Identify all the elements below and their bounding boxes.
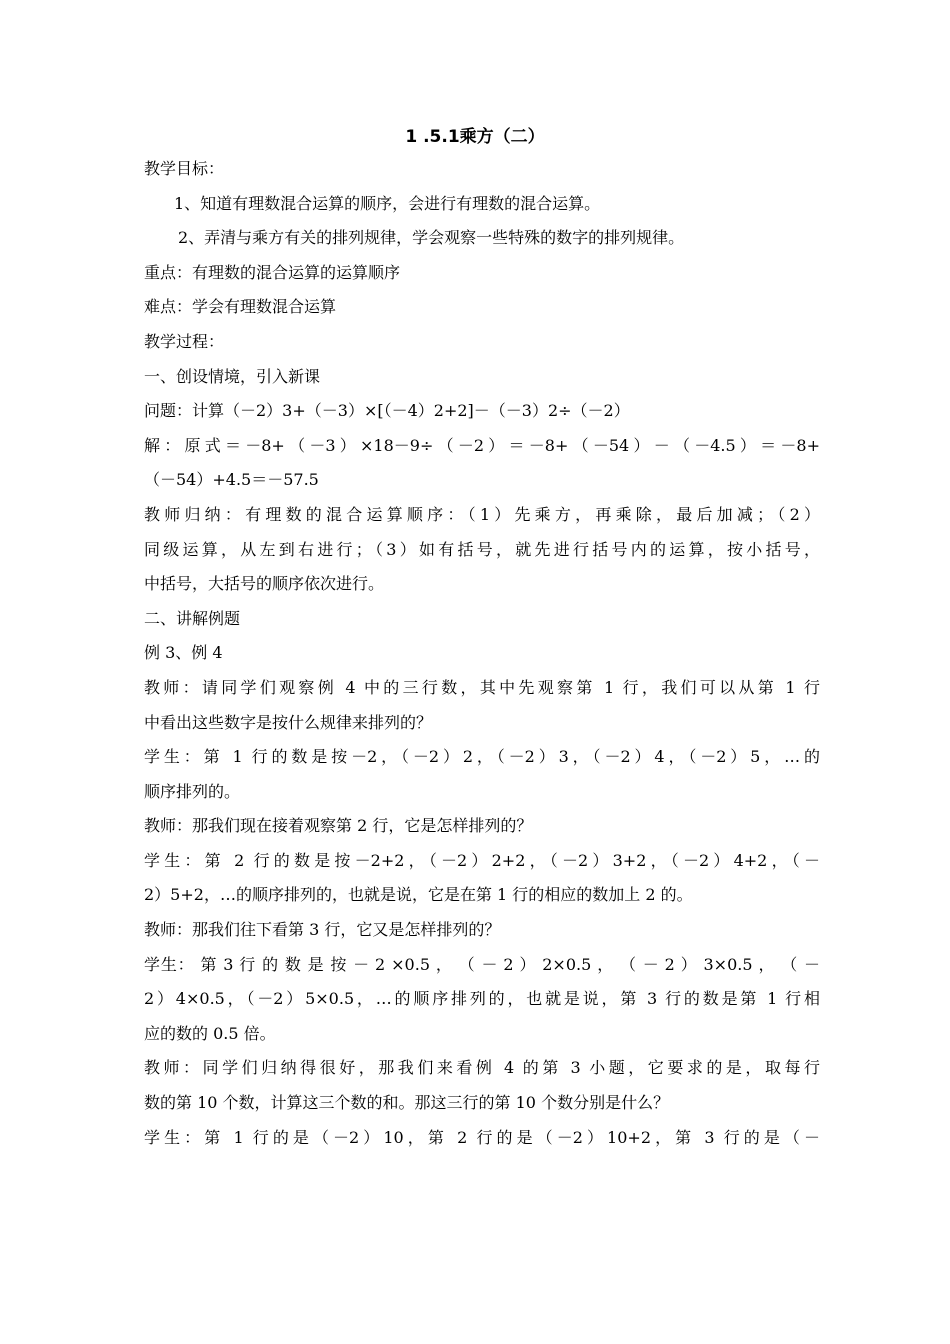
summary-line-3: 中括号，大括号的顺序依次进行。 (144, 574, 385, 594)
dialogue-line: 数的第 10 个数，计算这三个数的和。那这三行的第 10 个数分别是什么？ (144, 1093, 670, 1113)
dialogue-line: 顺序排列的。 (144, 781, 241, 801)
dialogue-line: 教师：那我们现在接着观察第 2 行，它是怎样排列的？ (144, 816, 533, 836)
example-reference: 例 3、例 4 (144, 643, 223, 663)
key-point: 重点：有理数的混合运算的运算顺序 (144, 262, 401, 282)
dialogue-line: 中看出这些数字是按什么规律来排列的？ (144, 712, 433, 732)
section-heading-examples: 二、讲解例题 (144, 608, 241, 628)
dialogue-line: 学生：第 1 行的是（－2）10，第 2 行的是（－2）10+2，第 3 行的是（－ (144, 1127, 820, 1147)
dialogue-line: 2）4×0.5，（－2）5×0.5，…的顺序排列的，也就是说，第 3 行的数是第 1 行相 (144, 989, 820, 1009)
dialogue-line: 学生：第 1 行的数是按－2，（－2）2，（－2）3，（－2）4，（－2）5，…的 (144, 747, 820, 767)
dialogue-line: 教师：那我们往下看第 3 行，它又是怎样排列的？ (144, 920, 501, 940)
dialogue-line: 应的数的 0.5 倍。 (144, 1023, 276, 1043)
objective-1: 1、知道有理数混合运算的顺序，会进行有理数的混合运算。 (174, 193, 601, 213)
section-heading-objectives: 教学目标： (144, 159, 225, 178)
dialogue-line: 学生：第 2 行的数是按－2+2，（－2）2+2，（－2）3+2，（－2）4+2，（－ (144, 850, 820, 870)
dialogue-line: 教师：请同学们观察例 4 中的三行数，其中先观察第 1 行，我们可以从第 1 行 (144, 677, 820, 697)
dialogue-line: 2）5+2，…的顺序排列的，也就是说，它是在第 1 行的相应的数加上 2 的。 (144, 885, 693, 905)
dialogue-line: 教师：同学们归纳得很好，那我们来看例 4 的第 3 小题，它要求的是，取每行 (144, 1058, 820, 1078)
solution-line-2: （－54）+4.5＝－57.5 (144, 470, 319, 490)
summary-line-1: 教师归纳：有理数的混合运算顺序：（1）先乘方，再乘除，最后加减；（2） (144, 504, 820, 524)
summary-line-2: 同级运算，从左到右进行；（3）如有括号，就先进行括号内的运算，按小括号， (144, 539, 820, 559)
section-heading-intro: 一、创设情境，引入新课 (144, 366, 321, 386)
document-title: 1 .5.1乘方（二） (405, 127, 545, 147)
document-body (144, 158, 820, 1161)
difficult-point: 难点：学会有理数混合运算 (144, 297, 337, 317)
objective-2: 2、弄清与乘方有关的排列规律，学会观察一些特殊的数字的排列规律。 (178, 228, 685, 248)
section-heading-process: 教学过程： (144, 331, 225, 351)
dialogue-line: 学生： 第 3 行 的 数 是 按 － 2 ×0.5 ， （ － 2 ） 2×0.5 ， （ － 2 ） 3×0.5 ， （ － (144, 954, 820, 974)
problem-line: 问题：计算（－2）3+（－3）×[（－4）2+2]－（－3）2÷（－2） (144, 401, 630, 421)
solution-line-1: 解：原式＝－8+（－3）×18－9÷（－2）＝－8+（－54）－（－4.5）＝－8+ (144, 435, 820, 455)
